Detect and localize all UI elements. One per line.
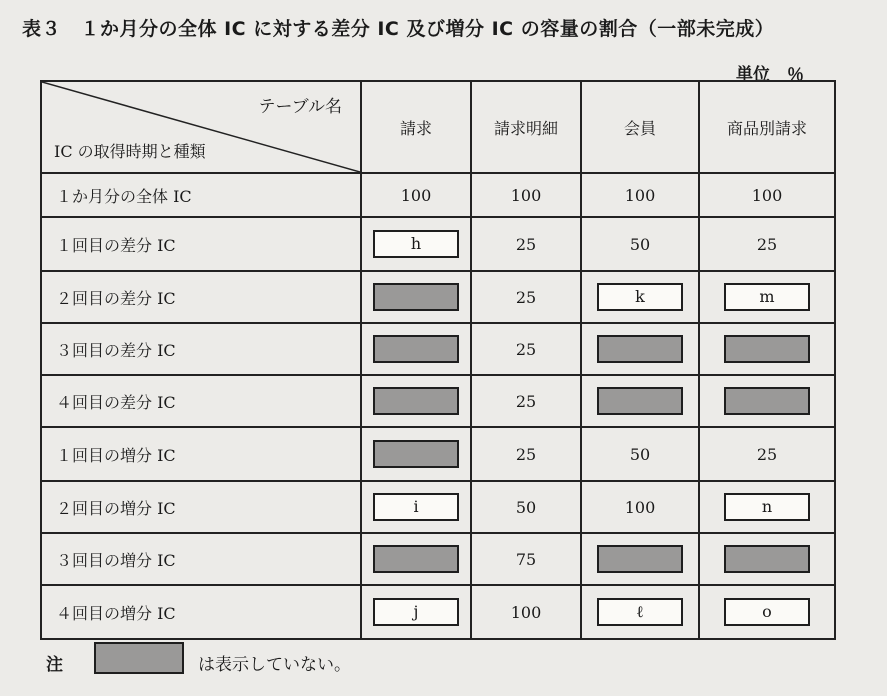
table-cell: [361, 375, 471, 427]
table-cell: 25: [699, 427, 835, 481]
blank-answer-box: o: [724, 598, 810, 626]
note-label: 注: [46, 655, 63, 675]
table-row: [41, 173, 835, 217]
row-label: ３回目の差分 IC: [41, 323, 361, 375]
table-row: [41, 533, 835, 585]
table-cell: 100: [581, 481, 699, 533]
gray-hidden-box: [373, 335, 459, 363]
table-row: [41, 585, 835, 639]
blank-answer-box: h: [373, 230, 459, 258]
table-cell: 50: [581, 427, 699, 481]
table-cell: [361, 481, 471, 533]
table-row: [41, 217, 835, 271]
table-cell: 25: [699, 217, 835, 271]
corner-bottom-label: IC の取得時期と種類: [54, 142, 206, 161]
row-label: ４回目の差分 IC: [41, 375, 361, 427]
gray-hidden-box: [373, 283, 459, 311]
table-cell: 25: [471, 375, 581, 427]
gray-hidden-box: [597, 335, 683, 363]
column-header: 請求: [361, 81, 471, 173]
table-cell: 50: [581, 217, 699, 271]
table-cell: [581, 375, 699, 427]
table-cell: 25: [471, 271, 581, 323]
table-cell: 50: [471, 481, 581, 533]
table-cell: 100: [581, 173, 699, 217]
table-cell: [361, 533, 471, 585]
blank-answer-box: n: [724, 493, 810, 521]
column-header: 商品別請求: [699, 81, 835, 173]
corner-header-cell: [41, 81, 361, 173]
table-cell: [699, 481, 835, 533]
row-label: １回目の増分 IC: [41, 427, 361, 481]
table-cell: [581, 585, 699, 639]
table-row: [41, 271, 835, 323]
table-cell: [699, 323, 835, 375]
gray-hidden-box: [373, 387, 459, 415]
table-cell: 100: [471, 173, 581, 217]
table-cell: 100: [361, 173, 471, 217]
table-row: [41, 481, 835, 533]
blank-answer-box: j: [373, 598, 459, 626]
table-row: [41, 427, 835, 481]
row-label: ３回目の増分 IC: [41, 533, 361, 585]
blank-answer-box: m: [724, 283, 810, 311]
row-label: １回目の差分 IC: [41, 217, 361, 271]
table-cell: 100: [699, 173, 835, 217]
table-cell: [581, 271, 699, 323]
table-cell: [581, 323, 699, 375]
blank-answer-box: k: [597, 283, 683, 311]
unit-label: 単位 ％: [736, 65, 804, 85]
corner-top-label: テーブル名: [258, 97, 342, 117]
note-text: は表示していない。: [198, 655, 351, 675]
row-label: １か月分の全体 IC: [41, 173, 361, 217]
gray-hidden-box: [724, 387, 810, 415]
header-row: [41, 81, 835, 173]
capacity-ratio-table: [40, 80, 836, 640]
gray-hidden-box: [597, 545, 683, 573]
table-cell: 25: [471, 217, 581, 271]
row-label: ４回目の増分 IC: [41, 585, 361, 639]
table-cell: [361, 585, 471, 639]
gray-legend-box: [94, 642, 184, 674]
table-row: [41, 323, 835, 375]
table-cell: 25: [471, 427, 581, 481]
table-cell: [581, 533, 699, 585]
column-header: 請求明細: [471, 81, 581, 173]
blank-answer-box: i: [373, 493, 459, 521]
table-cell: [361, 323, 471, 375]
table-row: [41, 375, 835, 427]
gray-hidden-box: [724, 335, 810, 363]
gray-hidden-box: [597, 387, 683, 415]
gray-hidden-box: [373, 440, 459, 468]
table-cell: 75: [471, 533, 581, 585]
table-cell: 25: [471, 323, 581, 375]
gray-hidden-box: [724, 545, 810, 573]
gray-hidden-box: [373, 545, 459, 573]
table-cell: [699, 585, 835, 639]
table-cell: [699, 271, 835, 323]
table-cell: [361, 271, 471, 323]
table-cell: [361, 427, 471, 481]
row-label: ２回目の差分 IC: [41, 271, 361, 323]
table-title: 表３ １か月分の全体 IC に対する差分 IC 及び増分 IC の容量の割合（一部未完成）: [22, 18, 775, 40]
table-cell: 100: [471, 585, 581, 639]
column-header: 会員: [581, 81, 699, 173]
table-cell: [699, 533, 835, 585]
table-cell: [361, 217, 471, 271]
table-cell: [699, 375, 835, 427]
blank-answer-box: ℓ: [597, 598, 683, 626]
row-label: ２回目の増分 IC: [41, 481, 361, 533]
